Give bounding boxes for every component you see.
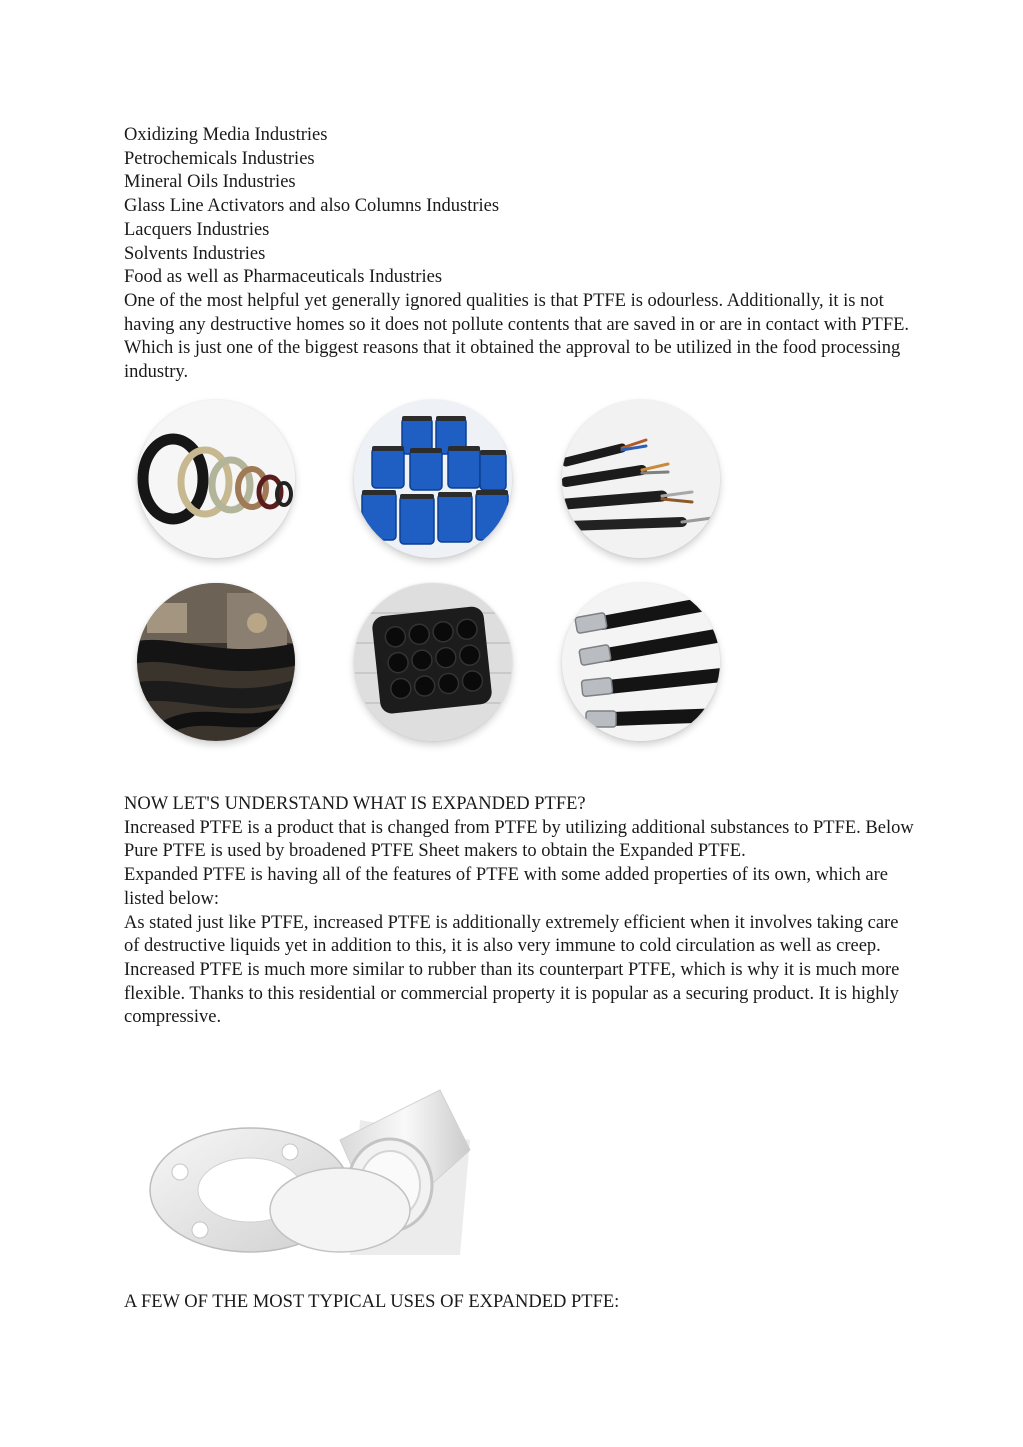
industry-item: Food as well as Pharmaceuticals Industries xyxy=(124,267,443,288)
odourless-paragraph: One of the most helpful yet generally ignored qualities is that PTFE is odourless. Additionally, it is not having any destructive homes so it does not pollute contents that are saved in or are in contact with PTFE. Which is just one of the biggest reasons that it obtained the approval to be utilized in the food processing industry. xyxy=(124,290,910,383)
industry-item: Glass Line Activators and also Columns Industries xyxy=(124,196,500,217)
electrical-cables-image xyxy=(562,400,720,558)
industry-item: Solvents Industries xyxy=(124,243,266,264)
section-paragraph: Increased PTFE is much more similar to rubber than its counterpart PTFE, which is why it is much more flexible. Thanks to this residential or commercial property it is popular as a securing product. It is highly compressive. xyxy=(124,959,900,1028)
section-paragraph: As stated just like PTFE, increased PTFE is additionally extremely efficient when it involves taking care of destructive liquids yet in addition to this, it is also very immune to cold circulation as well as creep. xyxy=(124,912,899,957)
intro-block xyxy=(124,124,914,385)
baking-tray-image xyxy=(354,583,512,741)
expanded-ptfe-section xyxy=(124,793,914,1030)
engine-hoses-image xyxy=(137,583,295,741)
industry-item: Lacquers Industries xyxy=(124,219,270,240)
hydraulic-hoses-image xyxy=(562,583,720,741)
section-heading: NOW LET'S UNDERSTAND WHAT IS EXPANDED PTFE? xyxy=(124,794,586,814)
uses-heading: A FEW OF THE MOST TYPICAL USES OF EXPANDED PTFE: xyxy=(124,1292,620,1312)
plastic-drums-image xyxy=(354,400,512,558)
section-paragraph: Increased PTFE is a product that is changed from PTFE by utilizing additional substances to PTFE. Below Pure PTFE is used by broadened PTFE Sheet makers to obtain the Expanded PTFE. xyxy=(124,817,914,862)
industry-item: Mineral Oils Industries xyxy=(124,172,296,193)
section-paragraph: Expanded PTFE is having all of the features of PTFE with some added properties of its own, which are listed below: xyxy=(124,865,888,909)
gaskets-image xyxy=(137,400,295,558)
industry-item: Petrochemicals Industries xyxy=(124,148,315,169)
ptfe-gasket-sheet-image xyxy=(140,1080,520,1260)
industry-item: Oxidizing Media Industries xyxy=(124,125,328,145)
